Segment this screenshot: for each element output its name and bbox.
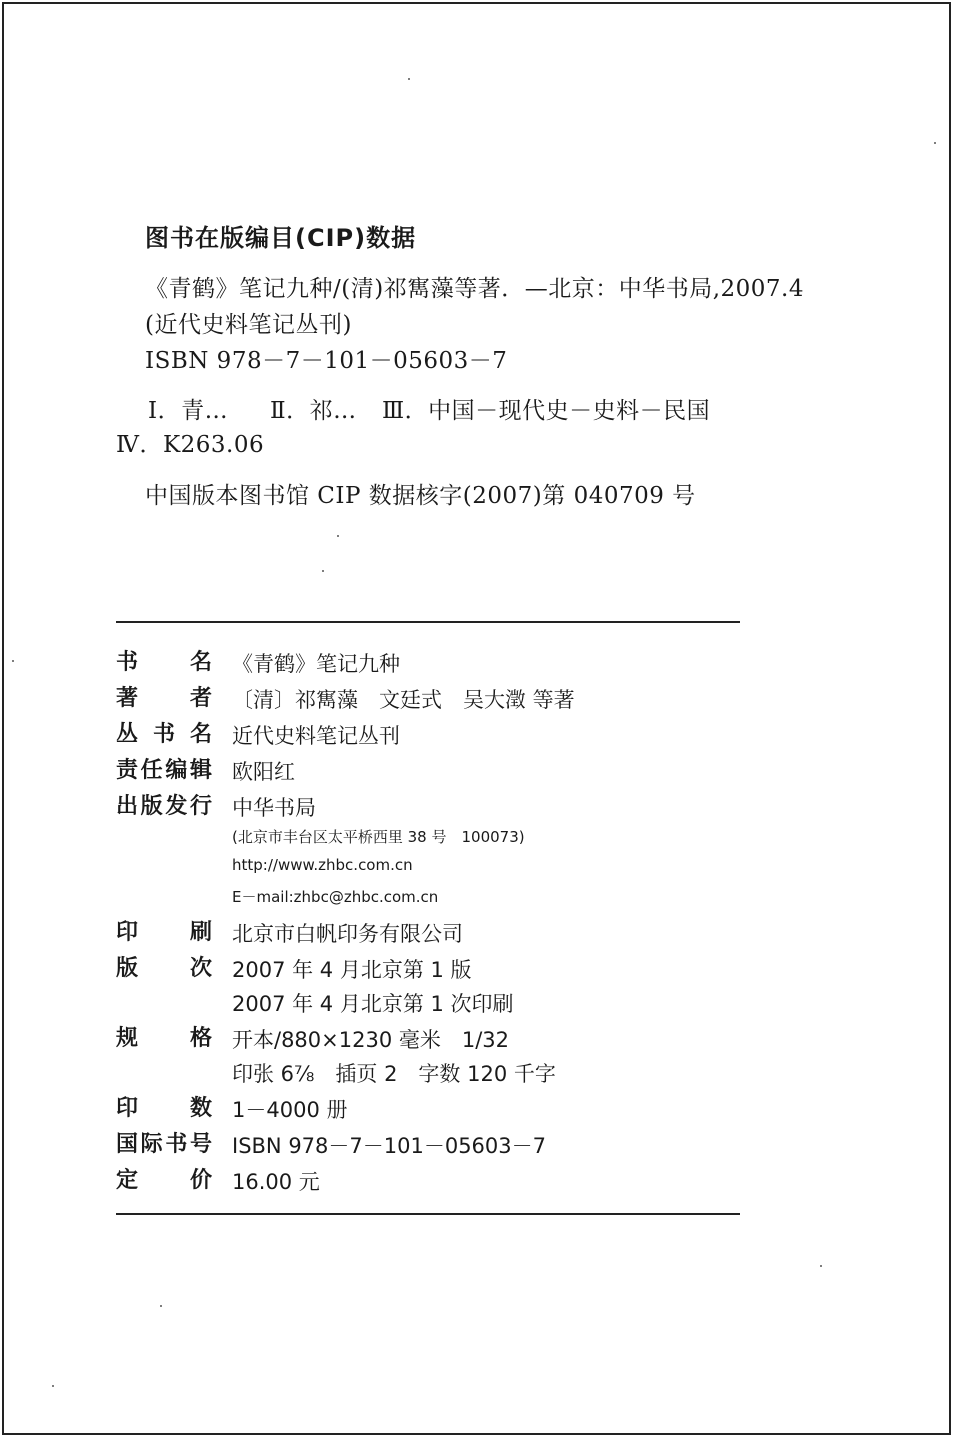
cip-book-line: 《青鹤》笔记九种/(清)祁寯藻等著．—北京：中华书局,2007.4 — [145, 276, 804, 302]
value-price: 16.00 元 — [232, 1170, 320, 1194]
row-spec — [116, 1020, 212, 1052]
value-printing: 2007 年 4 月北京第 1 次印刷 — [232, 992, 514, 1016]
row-copies — [116, 1090, 212, 1122]
scan-speck — [52, 1385, 54, 1387]
label-editor: 责 任 编 辑 — [116, 757, 212, 783]
cip-class-ii: Ⅱ．祁… — [270, 398, 357, 424]
row-editor — [116, 752, 212, 784]
row-series — [116, 716, 212, 748]
value-edition: 2007 年 4 月北京第 1 版 — [232, 958, 472, 982]
publisher-address: (北京市丰台区太平桥西里 38 号 100073) — [232, 828, 525, 846]
cip-isbn-line: ISBN 978－7－101－05603－7 — [145, 348, 508, 374]
row-title — [116, 644, 212, 676]
value-title: 《青鹤》笔记九种 — [232, 652, 400, 676]
cip-class-iv: Ⅳ．K263.06 — [116, 432, 265, 458]
label-spec: 规 格 — [116, 1025, 212, 1051]
row-isbn — [116, 1126, 212, 1158]
value-publisher: 中华书局 — [232, 796, 316, 820]
row-author — [116, 680, 212, 712]
scan-speck — [408, 78, 410, 80]
value-spec: 开本/880×1230 毫米 1/32 — [232, 1028, 510, 1052]
row-publisher — [116, 788, 212, 820]
value-printer: 北京市白帆印务有限公司 — [232, 922, 463, 946]
cip-title: 图书在版编目(CIP)数据 — [145, 224, 417, 252]
cip-class-iii: Ⅲ．中国－现代史－史料－民国 — [382, 398, 711, 424]
scan-speck — [934, 142, 936, 144]
value-isbn: ISBN 978－7－101－05603－7 — [232, 1134, 547, 1158]
bottom-rule — [116, 1213, 740, 1215]
cip-class-i: Ⅰ．青… — [148, 398, 229, 424]
label-isbn: 国 际 书 号 — [116, 1131, 212, 1157]
label-author: 著 者 — [116, 685, 212, 711]
scan-speck — [820, 1265, 822, 1267]
label-copies: 印 数 — [116, 1095, 212, 1121]
scan-speck — [160, 1305, 162, 1307]
label-publisher: 出 版 发 行 — [116, 793, 212, 819]
row-printer — [116, 914, 212, 946]
publisher-email: E－mail:zhbc@zhbc.com.cn — [232, 888, 439, 906]
scan-speck — [337, 535, 339, 537]
value-author: 〔清〕祁寯藻 文廷式 吴大澂 等著 — [232, 688, 575, 712]
scan-speck — [12, 660, 14, 662]
row-edition — [116, 950, 212, 982]
cip-number: 中国版本图书馆 CIP 数据核字(2007)第 040709 号 — [145, 483, 696, 509]
value-editor: 欧阳红 — [232, 760, 295, 784]
label-printer: 印 刷 — [116, 919, 212, 945]
publisher-web: http://www.zhbc.com.cn — [232, 856, 413, 874]
value-series: 近代史料笔记丛刊 — [232, 724, 400, 748]
scan-speck — [322, 570, 324, 572]
cip-series-line: (近代史料笔记丛刊) — [145, 312, 352, 338]
label-price: 定 价 — [116, 1167, 212, 1193]
label-title: 书 名 — [116, 649, 212, 675]
row-price — [116, 1162, 212, 1194]
value-copies: 1－4000 册 — [232, 1098, 348, 1122]
label-edition: 版 次 — [116, 955, 212, 981]
value-spec2: 印张 6⅞ 插页 2 字数 120 千字 — [232, 1062, 556, 1086]
label-series: 丛 书 名 — [116, 721, 212, 747]
top-rule — [116, 621, 740, 623]
